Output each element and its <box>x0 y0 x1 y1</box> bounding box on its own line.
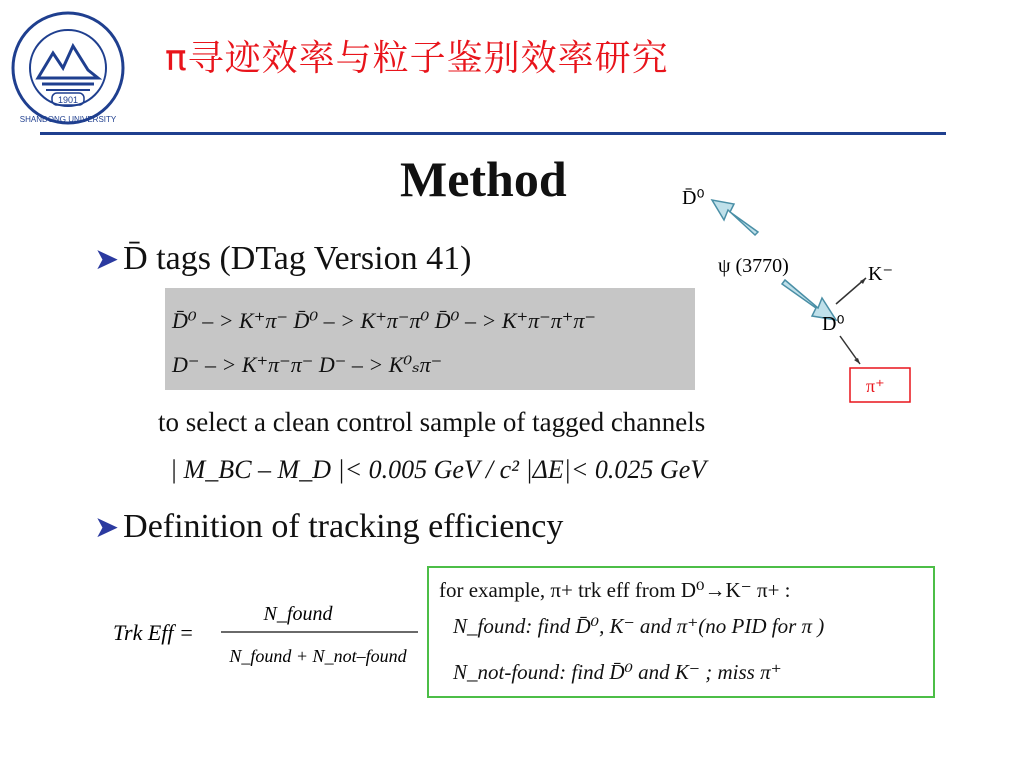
svg-text:D̄⁰: D̄⁰ <box>682 187 705 209</box>
svg-text:N_found: N_found <box>263 603 333 625</box>
selection-cuts: | M_BC – M_D |< 0.005 GeV / c² |ΔE|< 0.025 GeV <box>170 455 707 484</box>
title-divider <box>40 132 946 135</box>
svg-text:Trk Eff =: Trk Eff = <box>113 620 194 645</box>
svg-text:ψ (3770): ψ (3770) <box>718 255 789 277</box>
bullet-arrow-icon: ➤ <box>94 511 120 544</box>
bullet-definition <box>94 508 563 546</box>
slide-title: π寻迹效率与粒子鉴别效率研究 <box>165 38 669 79</box>
bullet-definition-text: Definition of tracking efficiency <box>123 508 564 545</box>
select-text: to select a clean control sample of tagged channels <box>158 407 706 437</box>
example-line-3: N_not-found: find D̄⁰ and K⁻ ; miss π⁺ <box>453 660 782 684</box>
dtag-mode-line-1: D̄⁰ – > K⁺π⁻ D̄⁰ – > K⁺π⁻π⁰ D̄⁰ – > K⁺π⁻π⁺π⁻ <box>172 308 597 333</box>
example-box <box>427 566 935 698</box>
example-line-1: for example, π+ trk eff from D⁰→K⁻ π+ : <box>439 578 791 602</box>
bullet-dtags <box>94 240 471 278</box>
svg-text:1901: 1901 <box>57 95 79 105</box>
arrow-to-dbar0-icon <box>712 200 758 235</box>
dtag-mode-line-2: D⁻ – > K⁺π⁻π⁻ D⁻ – > K⁰ₛπ⁻ <box>172 352 443 377</box>
svg-text:K⁻: K⁻ <box>868 263 893 285</box>
method-heading: Method <box>400 151 567 207</box>
bullet-arrow-icon: ➤ <box>94 243 120 276</box>
svg-text:N_found + N_not–found: N_found + N_not–found <box>229 646 407 666</box>
example-line-2: N_found: find D̄⁰, K⁻ and π⁺(no PID for π ) <box>453 614 825 638</box>
university-logo <box>8 8 128 128</box>
bullet-dtags-text: D̄ tags (DTag Version 41) <box>123 240 472 277</box>
decay-diagram <box>640 180 940 410</box>
tracking-efficiency-formula <box>113 590 423 680</box>
svg-text:D⁰: D⁰ <box>822 313 845 335</box>
svg-text:π⁺: π⁺ <box>866 376 885 396</box>
svg-text:SHANDONG UNIVERSITY: SHANDONG UNIVERSITY <box>19 115 117 124</box>
